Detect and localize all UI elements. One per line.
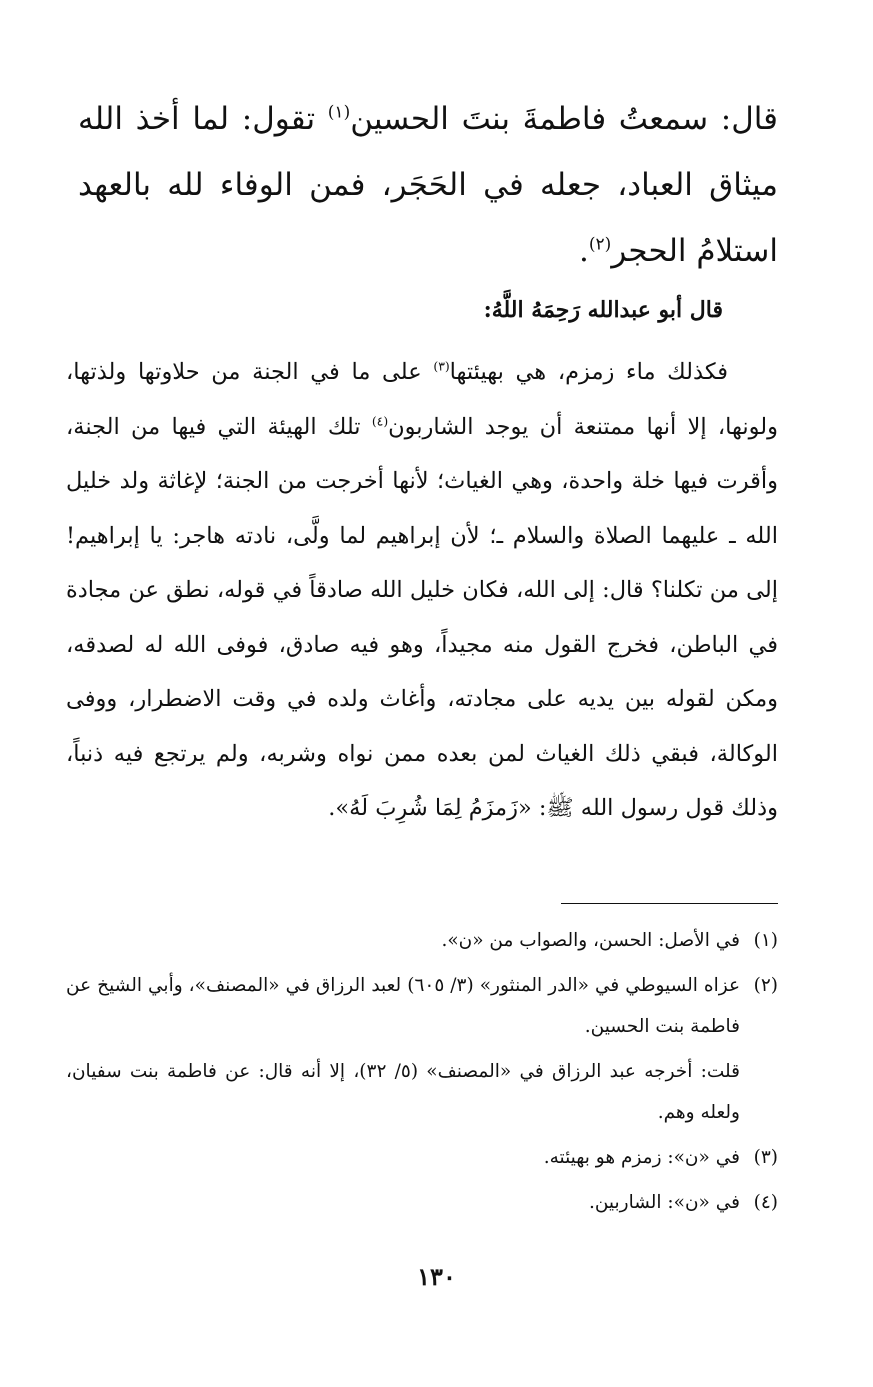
footnotes-section [66,920,778,1227]
footnote-number: (٤) [753,1192,778,1213]
body-paragraph [66,345,778,836]
footnote-ref-1: (١) [327,102,351,123]
footnote-ref-2: (٢) [588,234,612,255]
footnote-number: (١) [753,930,778,951]
body-text-3: تلك الهيئة التي فيها من الجنة، وأقرت فيها خلة واحدة، وهي الغياث؛ لأنها أخرجت من الجنة؛ لإغاثة ولد خليل الله ـ عليهما الصلاة والسلام ـ؛ لأن إبراهيم لما ولَّى، نادته هاجر: يا إبراهيم! إلى من تكلنا؟ قال: إلى الله، فكان خليل الله صادقاً في قوله، نطق عن مجادة في الباطن، فخرج القول منه مجيداً، وهو فيه صادق، فوفى الله له لصدقه، ومكن لقوله بين يديه على مجادته، وأغاث ولده في وقت الاضطرار، ووفى الوكالة، فبقي ذلك الغياث لمن بعده ممن نواه وشربه، ولم يرتجع فيه ذنباً، وذلك قول رسول الله ﷺ: «زَمزَمُ لِمَا شُرِبَ لَهُ». [66,413,778,821]
footnote-item [66,965,778,1047]
footnote-item [66,1182,778,1223]
footnote-text: عزاه السيوطي في «الدر المنثور» (٣/ ٦٠٥) لعبد الرزاق في «المصنف»، وأبي الشيخ عن فاطمة بنت الحسين. [66,975,740,1037]
footnote-number: (٣) [753,1147,778,1168]
section-heading: قال أبو عبدالله رَحِمَهُ اللَّهُ: [483,297,723,323]
footnote-number: (٢) [753,975,778,996]
footnote-item [66,1137,778,1178]
body-text-1: فكذلك ماء زمزم، هي بهيئتها [449,359,728,385]
body-text-2: على ما في الجنة من حلاوتها ولذتها، ولونها، إلا أنها ممتنعة أن يوجد الشاربون [66,359,778,440]
lead-text-3: . [579,233,589,269]
footnote-divider [561,903,778,904]
footnote-ref-3: (٣) [433,359,450,374]
lead-text-1: قال: سمعتُ فاطمةَ بنتَ الحسين [350,101,778,137]
lead-text-2: تقول: لما أخذ الله ميثاق العباد، جعله في الحَجَر، فمن الوفاء لله بالعهد استلامُ الحجر [78,101,778,269]
footnote-text: في الأصل: الحسن، والصواب من «ن». [441,930,740,951]
footnote-text: في «ن»: زمزم هو بهيئته. [543,1147,740,1168]
footnote-ref-4: (٤) [371,414,389,428]
footnote-text: في «ن»: الشاربين. [588,1192,740,1213]
page-number: ١٣٠ [417,1262,456,1291]
footnote-item [66,920,778,961]
lead-paragraph [78,86,778,284]
footnote-comment: قلت: أخرجه عبد الرزاق في «المصنف» (٥/ ٣٢)، إلا أنه قال: عن فاطمة بنت سفيان، ولعله وهم. [66,1061,740,1123]
